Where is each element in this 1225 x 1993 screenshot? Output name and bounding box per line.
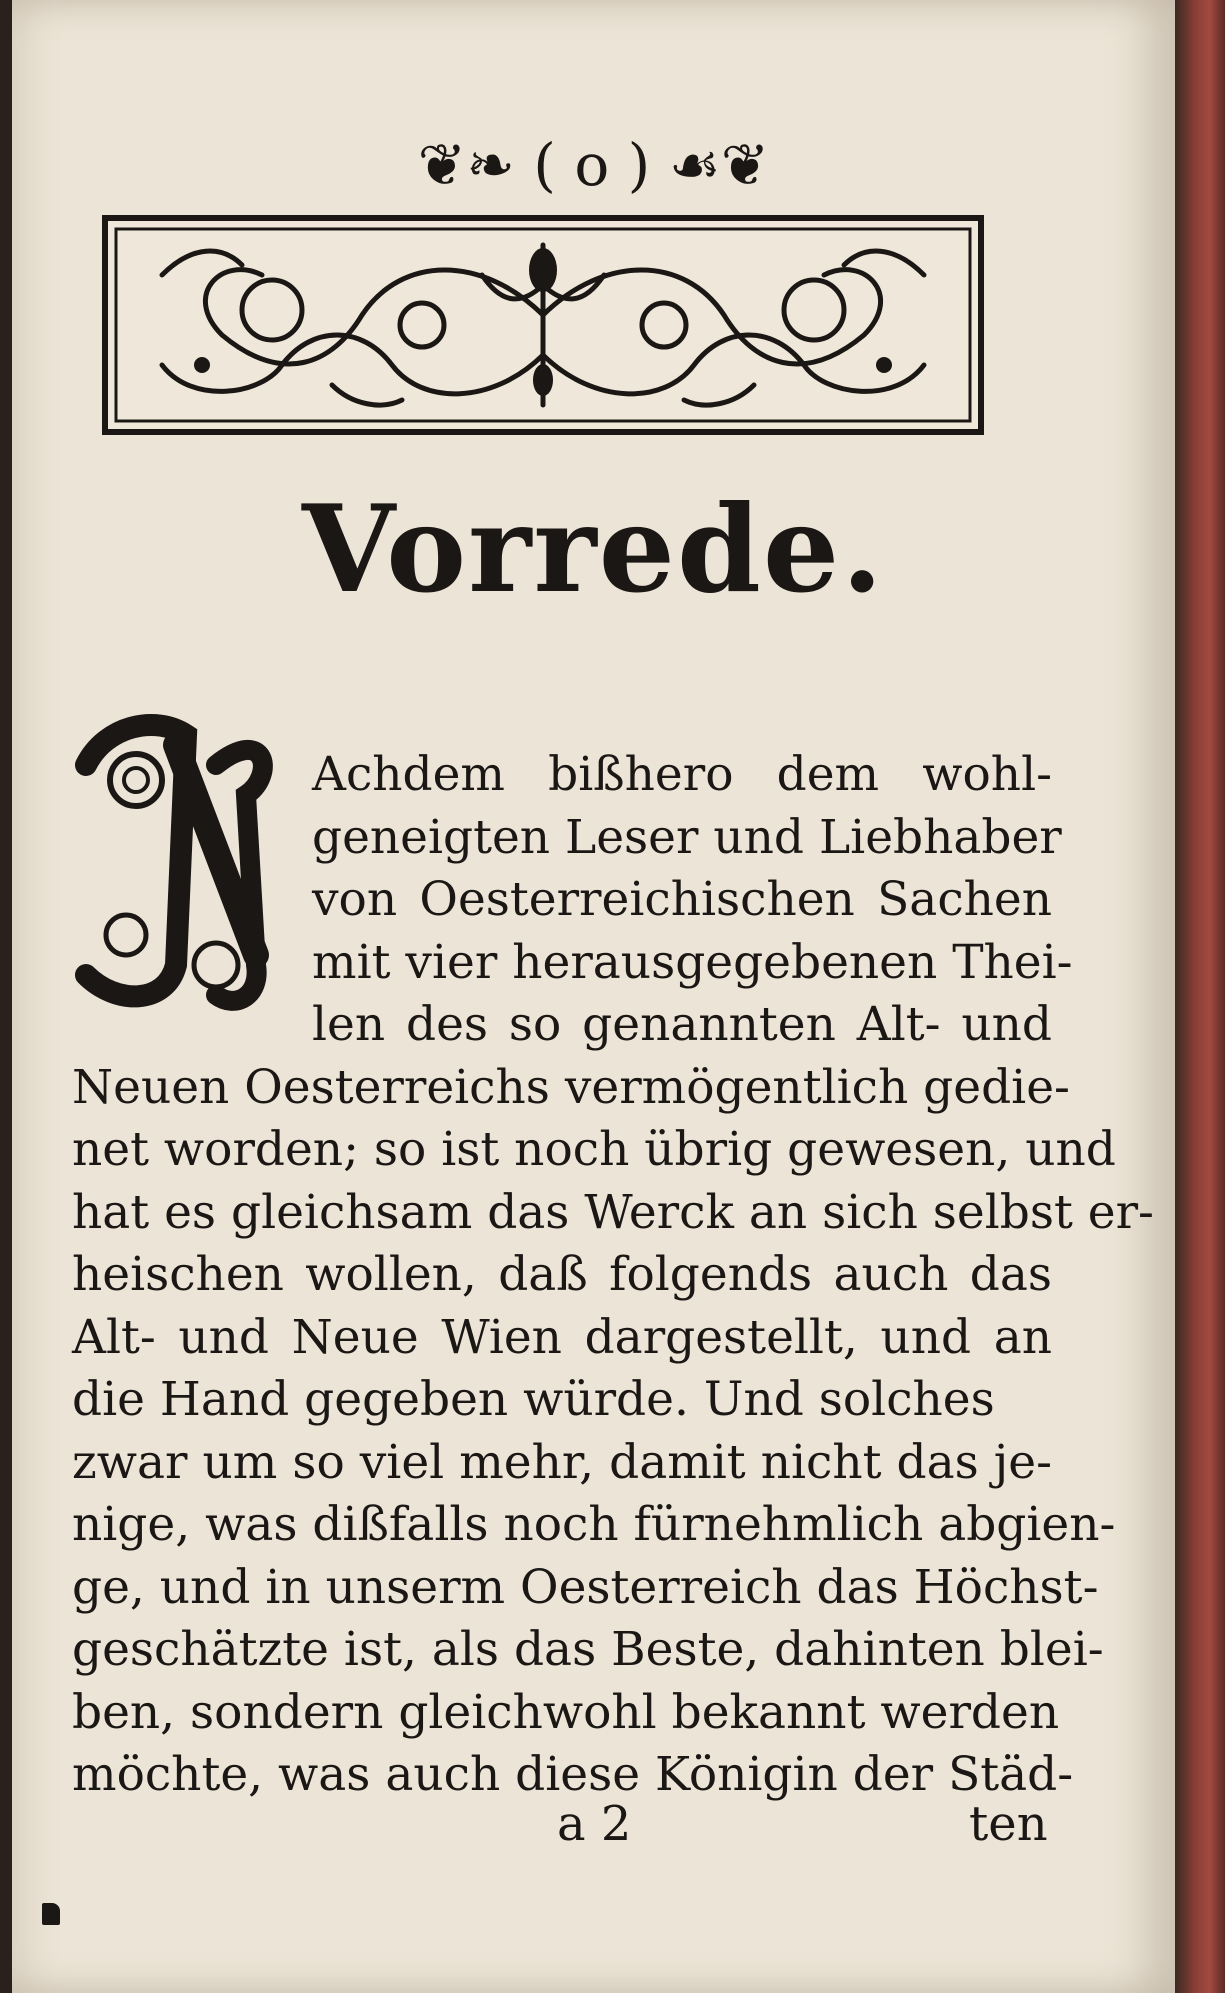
header-ornament-left-icon: ❦❧: [417, 131, 534, 199]
text-line: geneigten Leser und Liebhaber: [312, 809, 1062, 865]
decorated-initial-icon: [66, 705, 278, 1015]
header-ornament-right-icon: ☙❦: [668, 131, 770, 199]
text-line: Neuen Oesterreichs vermögentlich gedie-: [72, 1059, 1070, 1115]
text-line: nige, was dißfalls noch fürnehmlich abgien-: [72, 1497, 1116, 1552]
text-line: ben, sondern gleichwohl bekannt werden: [72, 1684, 1060, 1740]
text-line: net worden; so ist noch übrig gewesen, und: [72, 1122, 1116, 1177]
catchword: ten: [969, 1796, 1048, 1852]
text-line: möchte, was auch diese Königin der Städ-: [72, 1747, 1074, 1802]
ink-mark: [42, 1903, 60, 1925]
text-line: hat es gleichsam das Werck an sich selbst er-: [72, 1184, 1154, 1240]
text-line: geschätzte ist, als das Beste, dahinten blei-: [72, 1622, 1104, 1677]
page-header: [12, 131, 1175, 199]
text-line: ge, und in unserm Oesterreich das Höchst-: [72, 1559, 1099, 1615]
signature-mark: a 2: [557, 1796, 632, 1852]
text-line: len des so genannten Alt- und: [312, 997, 1052, 1052]
page-number: ( o ): [533, 131, 651, 199]
text-line: von Oesterreichischen Sachen: [312, 872, 1052, 927]
text-line: heischen wollen, daß folgends auch das: [72, 1247, 1052, 1302]
text-line: zwar um so viel mehr, damit nicht das je-: [72, 1434, 1052, 1490]
book-page: [12, 0, 1175, 1993]
text-line: Achdem bißhero dem wohl-: [312, 747, 1052, 802]
page-title: Vorrede.: [302, 479, 885, 620]
text-line: Alt- und Neue Wien dargestellt, und an: [72, 1309, 1052, 1365]
text-line: mit vier herausgegebenen Thei-: [312, 934, 1073, 990]
ornamental-headpiece-icon: [102, 215, 984, 435]
book-edge: [1175, 0, 1225, 1993]
text-line: die Hand gegeben würde. Und solches: [72, 1372, 995, 1427]
